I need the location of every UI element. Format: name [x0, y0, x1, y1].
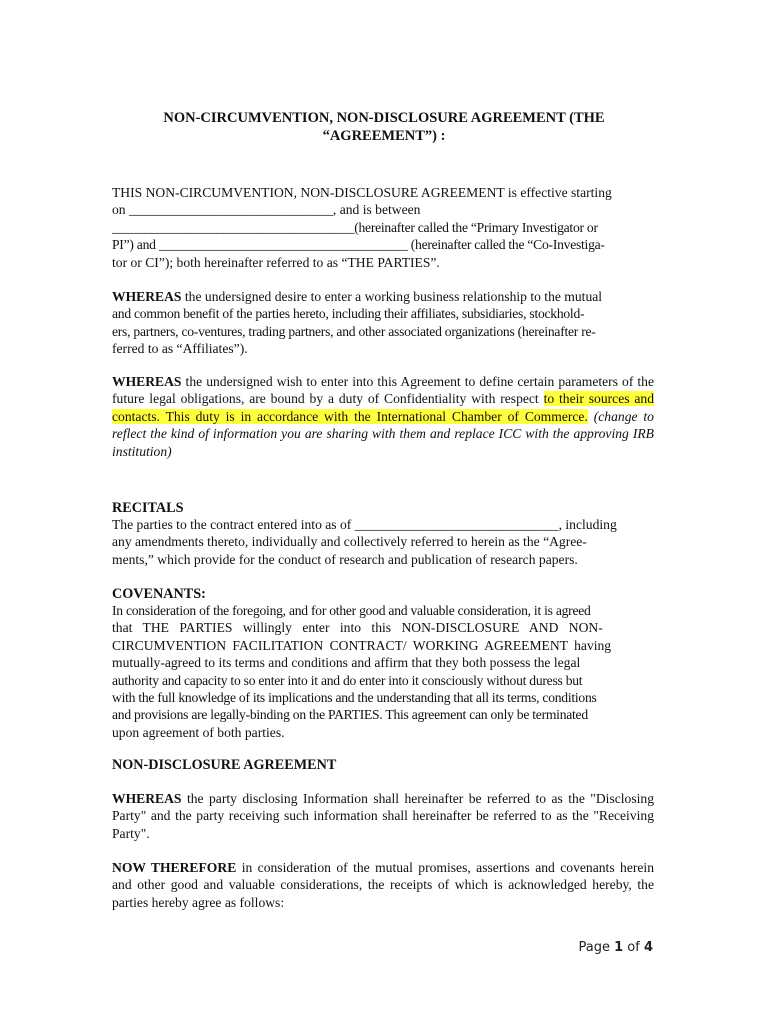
intro-line: _____________________________________(hereinafter called the “Primary Investigator or: [112, 219, 598, 235]
intro-line: tor or CI”); both hereinafter referred to as “THE PARTIES”.: [112, 254, 440, 270]
covenants-line: that THE PARTIES willingly enter into this NON-DISCLOSURE AND NON-: [112, 620, 603, 636]
whereas-text: the undersigned wish to enter into this Agreement to define certain parameters of the future legal obligations, are bound by a duty of Confidentiality with respect: [112, 374, 654, 407]
recitals-heading: RECITALS: [112, 500, 184, 516]
instruction-note: (change to reflect the kind of information you are sharing with them and replace ICC with the approving IRB institution): [112, 408, 654, 459]
whereas-line: and common benefit of the parties hereto, including their affiliates, subsidiaries, stockhold-: [112, 306, 585, 322]
covenants-heading: COVENANTS:: [112, 586, 206, 602]
covenants-line: with the full knowledge of its implications and the understanding that all its terms, conditions: [112, 690, 597, 706]
page-word: Page: [578, 940, 610, 955]
covenants-line: mutually-agreed to its terms and conditions and affirm that they both possess the legal: [112, 655, 581, 671]
total-pages: 4: [643, 940, 653, 955]
nda-text: the party disclosing Information shall hereinafter be referred to as the "Disclosing Party" and the party receiving such information shall hereinafter be referred to as the "Receiving Party".: [112, 791, 654, 841]
whereas-keyword: WHEREAS: [112, 791, 182, 806]
intro-paragraph: [112, 184, 654, 271]
whereas-keyword: WHEREAS: [112, 289, 182, 304]
page-number: [578, 940, 653, 955]
whereas-keyword: WHEREAS: [112, 374, 182, 389]
covenants-line: authority and capacity to so enter into it and do enter into it consciously without duress but: [112, 672, 583, 688]
covenants-line: In consideration of the foregoing, and for other good and valuable consideration, it is agreed: [112, 603, 591, 618]
current-page: 1: [614, 940, 624, 955]
recitals-line: ments,” which provide for the conduct of research and publication of research papers.: [112, 551, 578, 567]
highlighted-text: to their sources and contacts. This duty is in accordance with the International Chamber of Commerce.: [112, 391, 655, 424]
whereas-paragraph-2: [112, 373, 654, 460]
intro-line: THIS NON-CIRCUMVENTION, NON-DISCLOSURE AGREEMENT is effective starting: [112, 185, 612, 200]
now-therefore-paragraph: [112, 859, 654, 911]
whereas-text: the undersigned desire to enter a working business relationship to the mutual: [184, 289, 603, 304]
nda-paragraph: [112, 790, 654, 842]
covenants-line: upon agreement of both parties.: [112, 724, 285, 740]
covenants-paragraph: [112, 602, 654, 741]
now-therefore-keyword: NOW THEREFORE: [112, 860, 237, 875]
nda-heading: NON-DISCLOSURE AGREEMENT: [112, 757, 337, 773]
title-line-2: “AGREEMENT”) :: [322, 128, 446, 144]
whereas-line: ers, partners, co-ventures, trading partners, and other associated organizations (hereinafter re-: [112, 323, 596, 339]
now-therefore-text: in consideration of the mutual promises, assertions and covenants herein and other good and valuable considerations, the receipts of which is acknowledged hereby, the parties hereby agree as follows:: [112, 860, 654, 910]
covenants-line: CIRCUMVENTION FACILITATION CONTRACT/ WORKING AGREEMENT having: [112, 637, 612, 653]
of-word: of: [627, 940, 640, 955]
recitals-line: The parties to the contract entered into as of ______________________________, including: [112, 517, 617, 532]
document-title: [150, 109, 618, 145]
covenants-line: and provisions are legally-binding on the PARTIES. This agreement can only be terminated: [112, 707, 588, 723]
title-line-1: NON-CIRCUMVENTION, NON-DISCLOSURE AGREEMENT (THE: [163, 110, 605, 126]
recitals-paragraph: [112, 516, 654, 568]
intro-line: on ______________________________, and is between: [112, 202, 421, 218]
whereas-line: ferred to as “Affiliates”).: [112, 341, 248, 357]
recitals-line: any amendments thereto, individually and collectively referred to herein as the “Agree-: [112, 534, 587, 550]
whereas-paragraph-1: [112, 288, 654, 358]
intro-line: PI”) and ______________________________________ (hereinafter called the “Co-Investiga-: [112, 237, 605, 253]
